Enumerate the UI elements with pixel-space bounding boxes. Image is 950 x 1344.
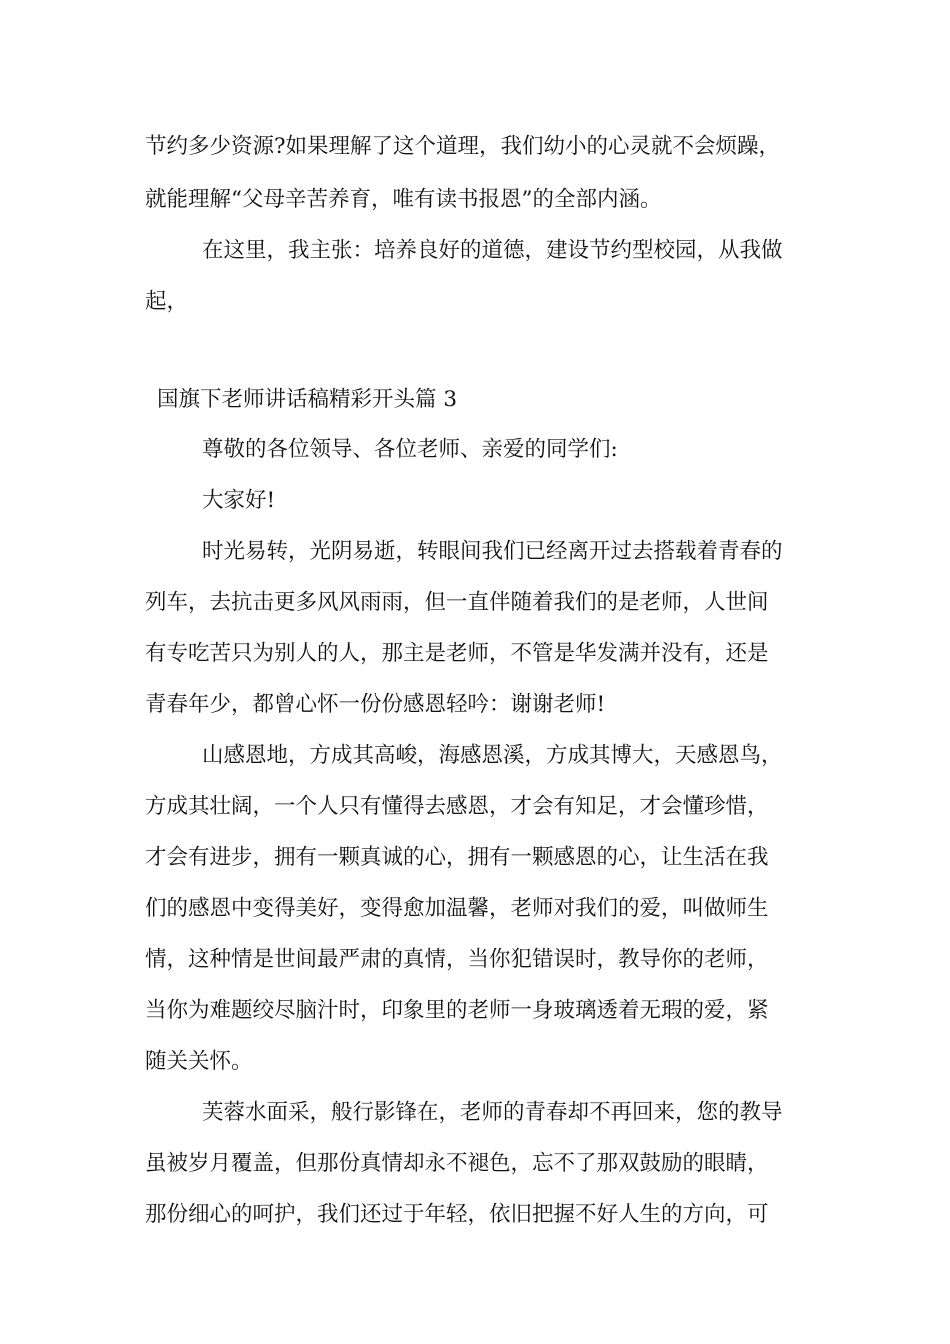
greeting-line: 大家好! [202,488,276,513]
paragraph-line: 虽被岁月覆盖，但那份真情却永不褪色，忘不了那双鼓励的眼睛， [145,1151,769,1176]
paragraph-line: 山感恩地，方成其高峻，海感恩溪，方成其博大，天感恩鸟， [202,743,783,768]
paragraph-line: 在这里，我主张：培养良好的道德，建设节约型校园，从我做 [202,238,783,263]
paragraph-line: 那份细心的呵护，我们还过于年轻，依旧把握不好人生的方向，可 [145,1202,769,1227]
paragraph-line: 们的感恩中变得美好，变得愈加温馨，老师对我们的爱，叫做师生 [145,896,769,921]
section-heading: 国旗下老师讲话稿精彩开头篇 3 [157,387,458,412]
paragraph-line: 列车，去抗击更多风风雨雨，但一直伴随着我们的是老师，人世间 [145,590,769,615]
paragraph-line: 方成其壮阔，一个人只有懂得去感恩，才会有知足，才会懂珍惜， [145,794,769,819]
paragraph-line: 情，这种情是世间最严肃的真情，当你犯错误时，教导你的老师， [145,947,769,972]
paragraph-line: 青春年少，都曾心怀一份份感恩轻吟：谢谢老师! [145,692,606,717]
paragraph-line: 才会有进步，拥有一颗真诚的心，拥有一颗感恩的心，让生活在我 [145,845,769,870]
paragraph-line: 有专吃苦只为别人的人，那主是老师，不管是华发满并没有，还是 [145,641,769,666]
paragraph-line: 随关关怀。 [145,1049,253,1074]
paragraph-line: 时光易转，光阴易逝，转眼间我们已经离开过去搭载着青春的 [202,539,783,564]
paragraph-line: 就能理解“父母辛苦养育，唯有读书报恩”的全部内涵。 [145,187,662,212]
paragraph-line: 当你为难题绞尽脑汁时，印象里的老师一身玻璃透着无瑕的爱，紧 [145,998,769,1023]
paragraph-line: 芙蓉水面采，般行影锋在，老师的青春却不再回来，您的教导 [202,1100,783,1125]
greeting-line: 尊敬的各位领导、各位老师、亲爱的同学们: [202,437,618,462]
paragraph-line: 节约多少资源?如果理解了这个道理，我们幼小的心灵就不会烦躁， [145,134,781,159]
paragraph-line: 起， [145,289,189,314]
